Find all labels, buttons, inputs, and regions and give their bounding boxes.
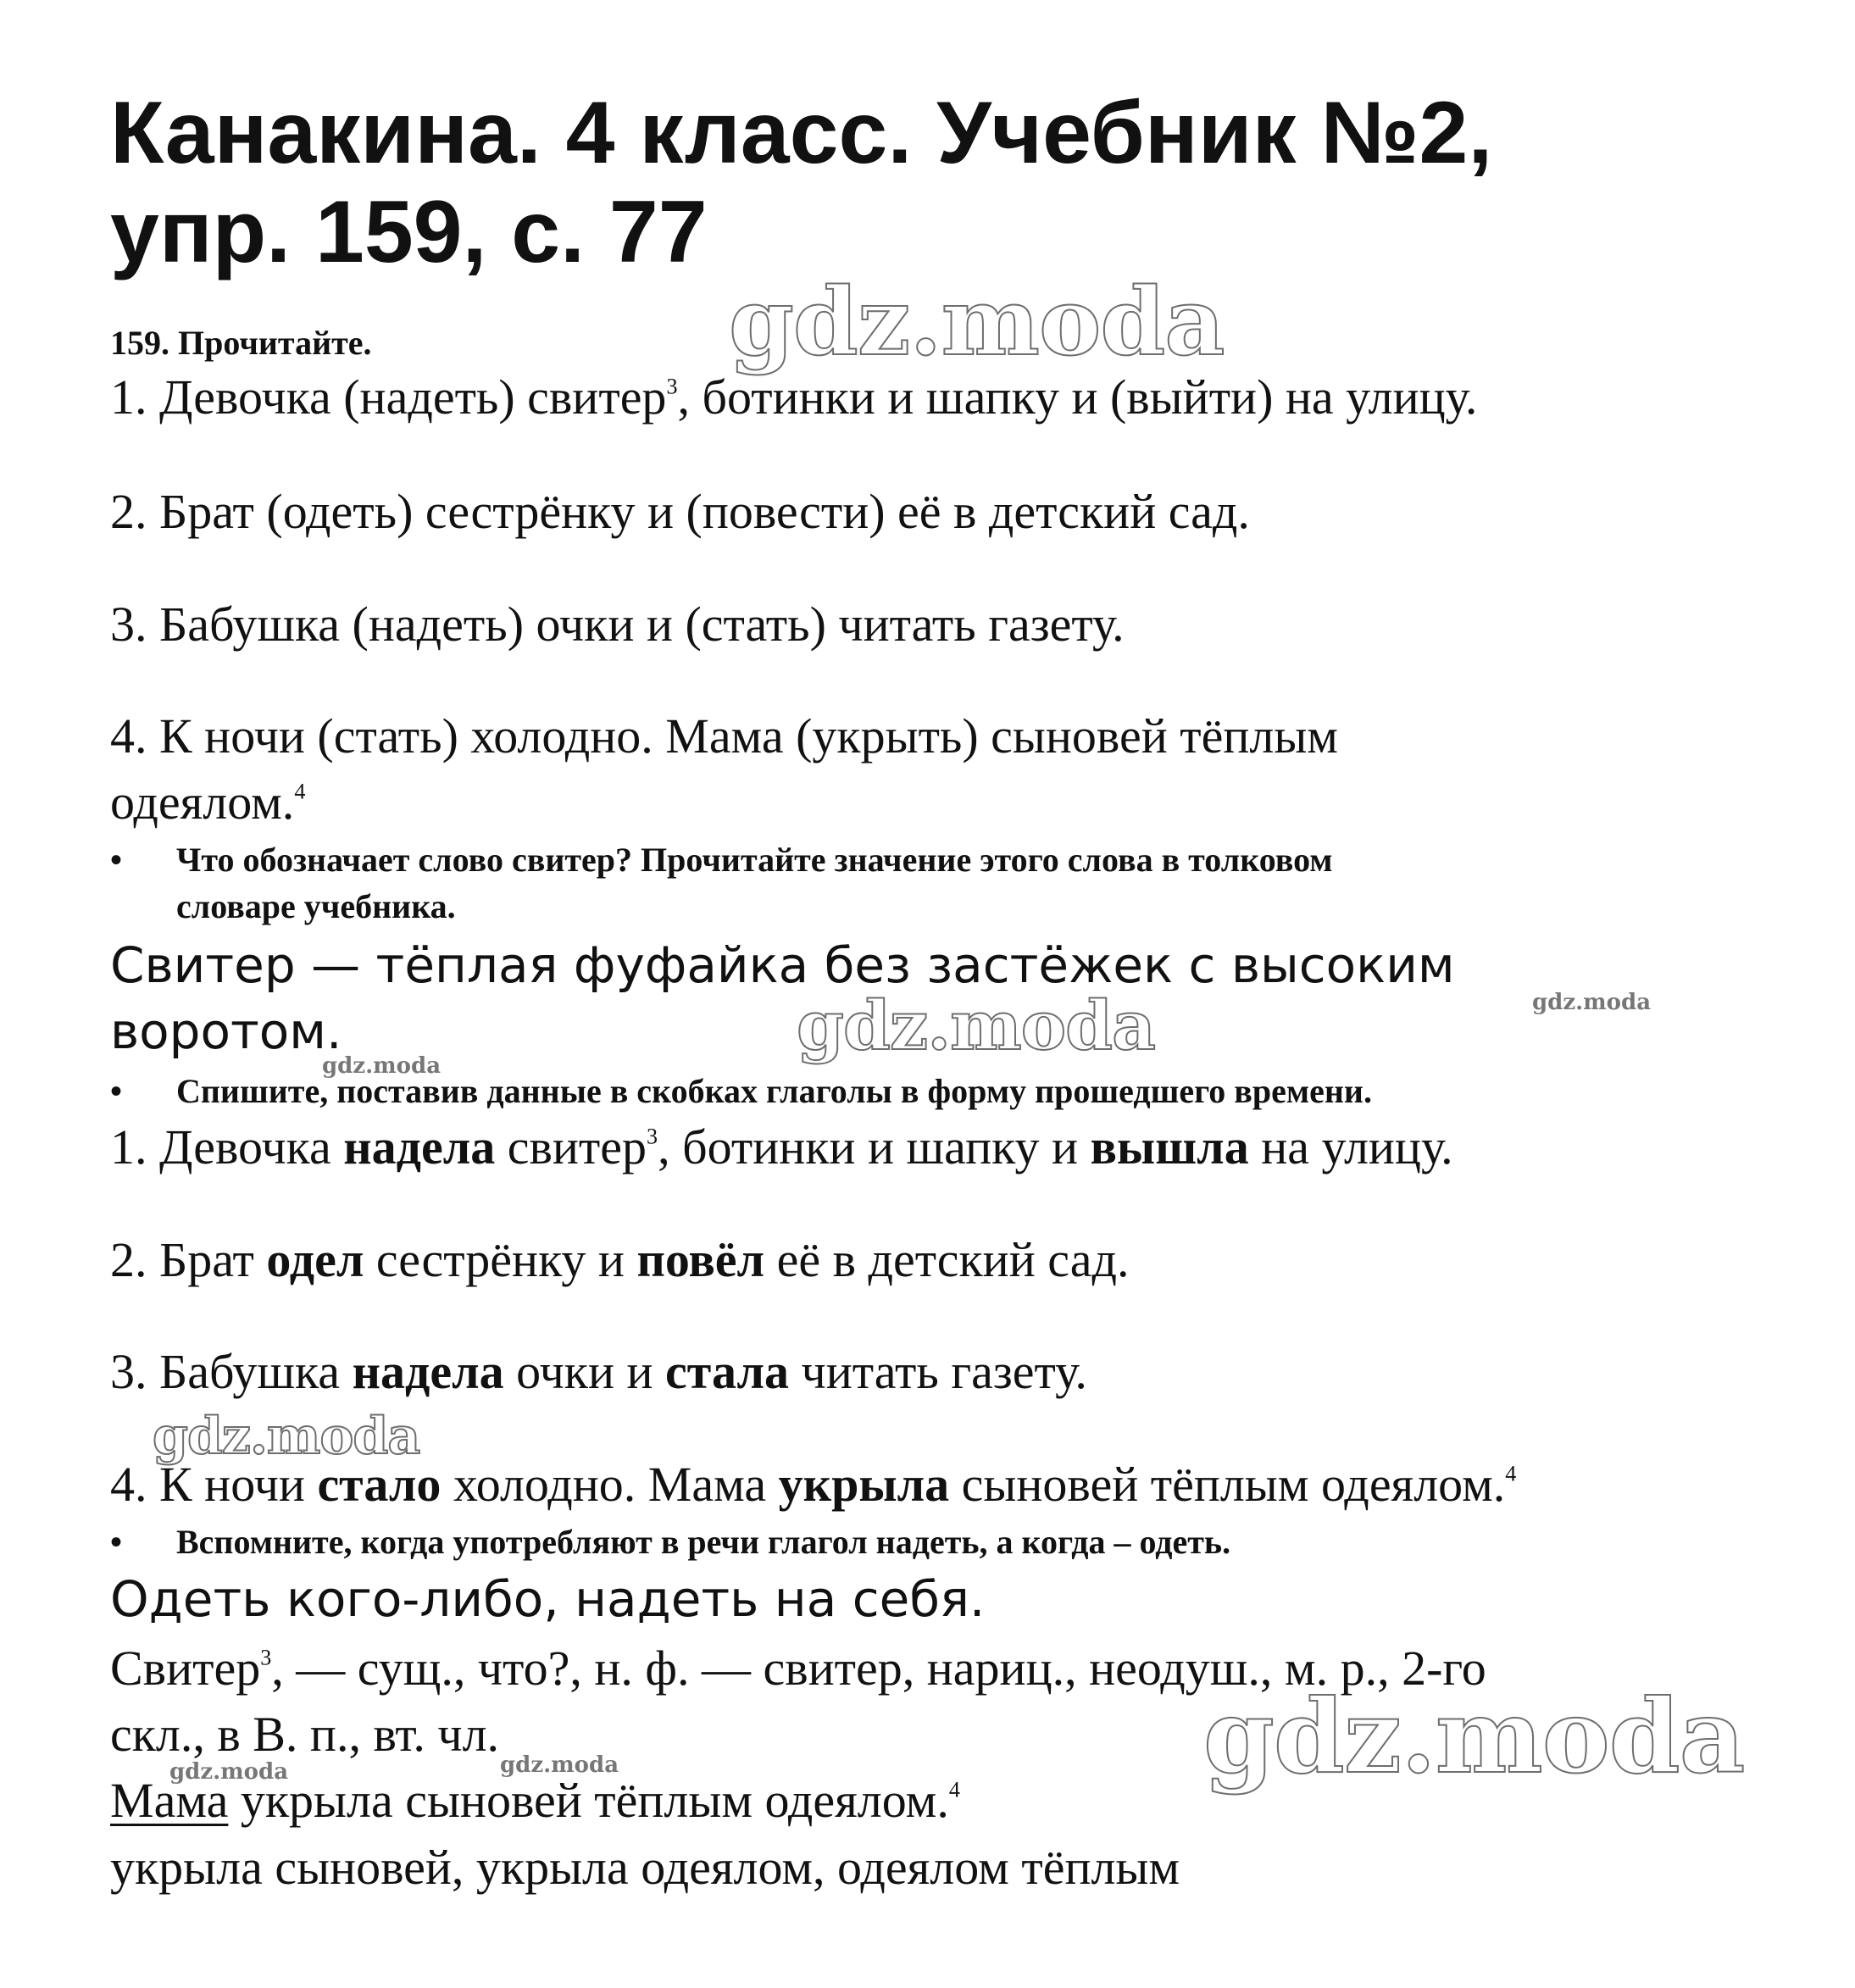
subject-underlined: Мама (110, 1773, 229, 1828)
watermark-small-bottom-2: gdz.moda (500, 1752, 619, 1778)
page-title-line-1: Канакина. 4 класс. Учебник №2, (110, 84, 1493, 182)
sentence-parse: Мама укрыла сыновей тёплым одеялом.$^4$ (110, 1773, 960, 1828)
answer-sentence-2: 2. Брат одел сестрёнку и повёл её в детский сад. (110, 1232, 1130, 1287)
answer-3: Одеть кого-либо, надеть на себя. (110, 1570, 986, 1628)
task-sentence-2: 2. Брат (одеть) сестрёнку и (повести) её в детский сад. (110, 484, 1250, 539)
answer-sentence-4: 4. К ночи стало холодно. Мама укрыла сыновей тёплым одеялом.$^4$ (110, 1457, 1517, 1512)
question-2: Спишите, поставив данные в скобках глаголы в форму прошедшего времени. (176, 1072, 1372, 1110)
question-1-line-2: словаре учебника. (176, 887, 456, 925)
watermark-small-bottom-1: gdz.moda (169, 1759, 289, 1785)
task-sentence-1: 1. Девочка (надеть) свитер$^3$, ботинки и шапку и (выйти) на улицу. (110, 369, 1478, 425)
answer-sentence-1: 1. Девочка надела свитер$^3$, ботинки и шапку и вышла на улицу. (110, 1119, 1453, 1174)
watermark-small-right: gdz.moda (1532, 990, 1652, 1015)
watermark-top: gdz.moda (729, 267, 1225, 376)
watermark-left: gdz.moda (153, 1407, 420, 1466)
bullet-marker-3: • (110, 1523, 123, 1561)
answer-sentence-3: 3. Бабушка надела очки и стала читать газету. (110, 1344, 1087, 1399)
task-sentence-4-line-2: одеялом.$^4$ (110, 775, 306, 830)
question-1-line-1: Что обозначает слово свитер? Прочитайте значение этого слова в толковом (176, 841, 1333, 879)
word-parse-line-1: Свитер$^3$, — сущ., что?, н. ф. — свитер, нариц., неодуш., м. р., 2-го (110, 1641, 1486, 1696)
watermark-bottom: gdz.moda (1203, 1677, 1745, 1796)
bullet-marker-2: • (110, 1072, 123, 1110)
watermark-small-left: gdz.moda (322, 1053, 442, 1079)
answer-1-line-1: Свитер — тёплая фуфайка без застёжек с высоким (110, 936, 1455, 994)
task-sentence-3: 3. Бабушка (надеть) очки и (стать) читать газету. (110, 597, 1125, 652)
word-parse-line-2: скл., в В. п., вт. чл. (110, 1707, 500, 1762)
exercise-heading: 159. Прочитайте. (110, 324, 372, 362)
page-title-line-2: упр. 159, с. 77 (110, 183, 708, 281)
question-3: Вспомните, когда употребляют в речи глагол надеть, а когда – одеть. (176, 1523, 1231, 1561)
watermark-middle: gdz.moda (797, 986, 1155, 1065)
phrases-line: укрыла сыновей, укрыла одеялом, одеялом тёплым (110, 1840, 1180, 1895)
task-sentence-4-line-1: 4. К ночи (стать) холодно. Мама (укрыть) сыновей тёплым (110, 708, 1339, 764)
answer-1-line-2: воротом. (110, 1002, 342, 1060)
bullet-marker-1: • (110, 841, 123, 879)
